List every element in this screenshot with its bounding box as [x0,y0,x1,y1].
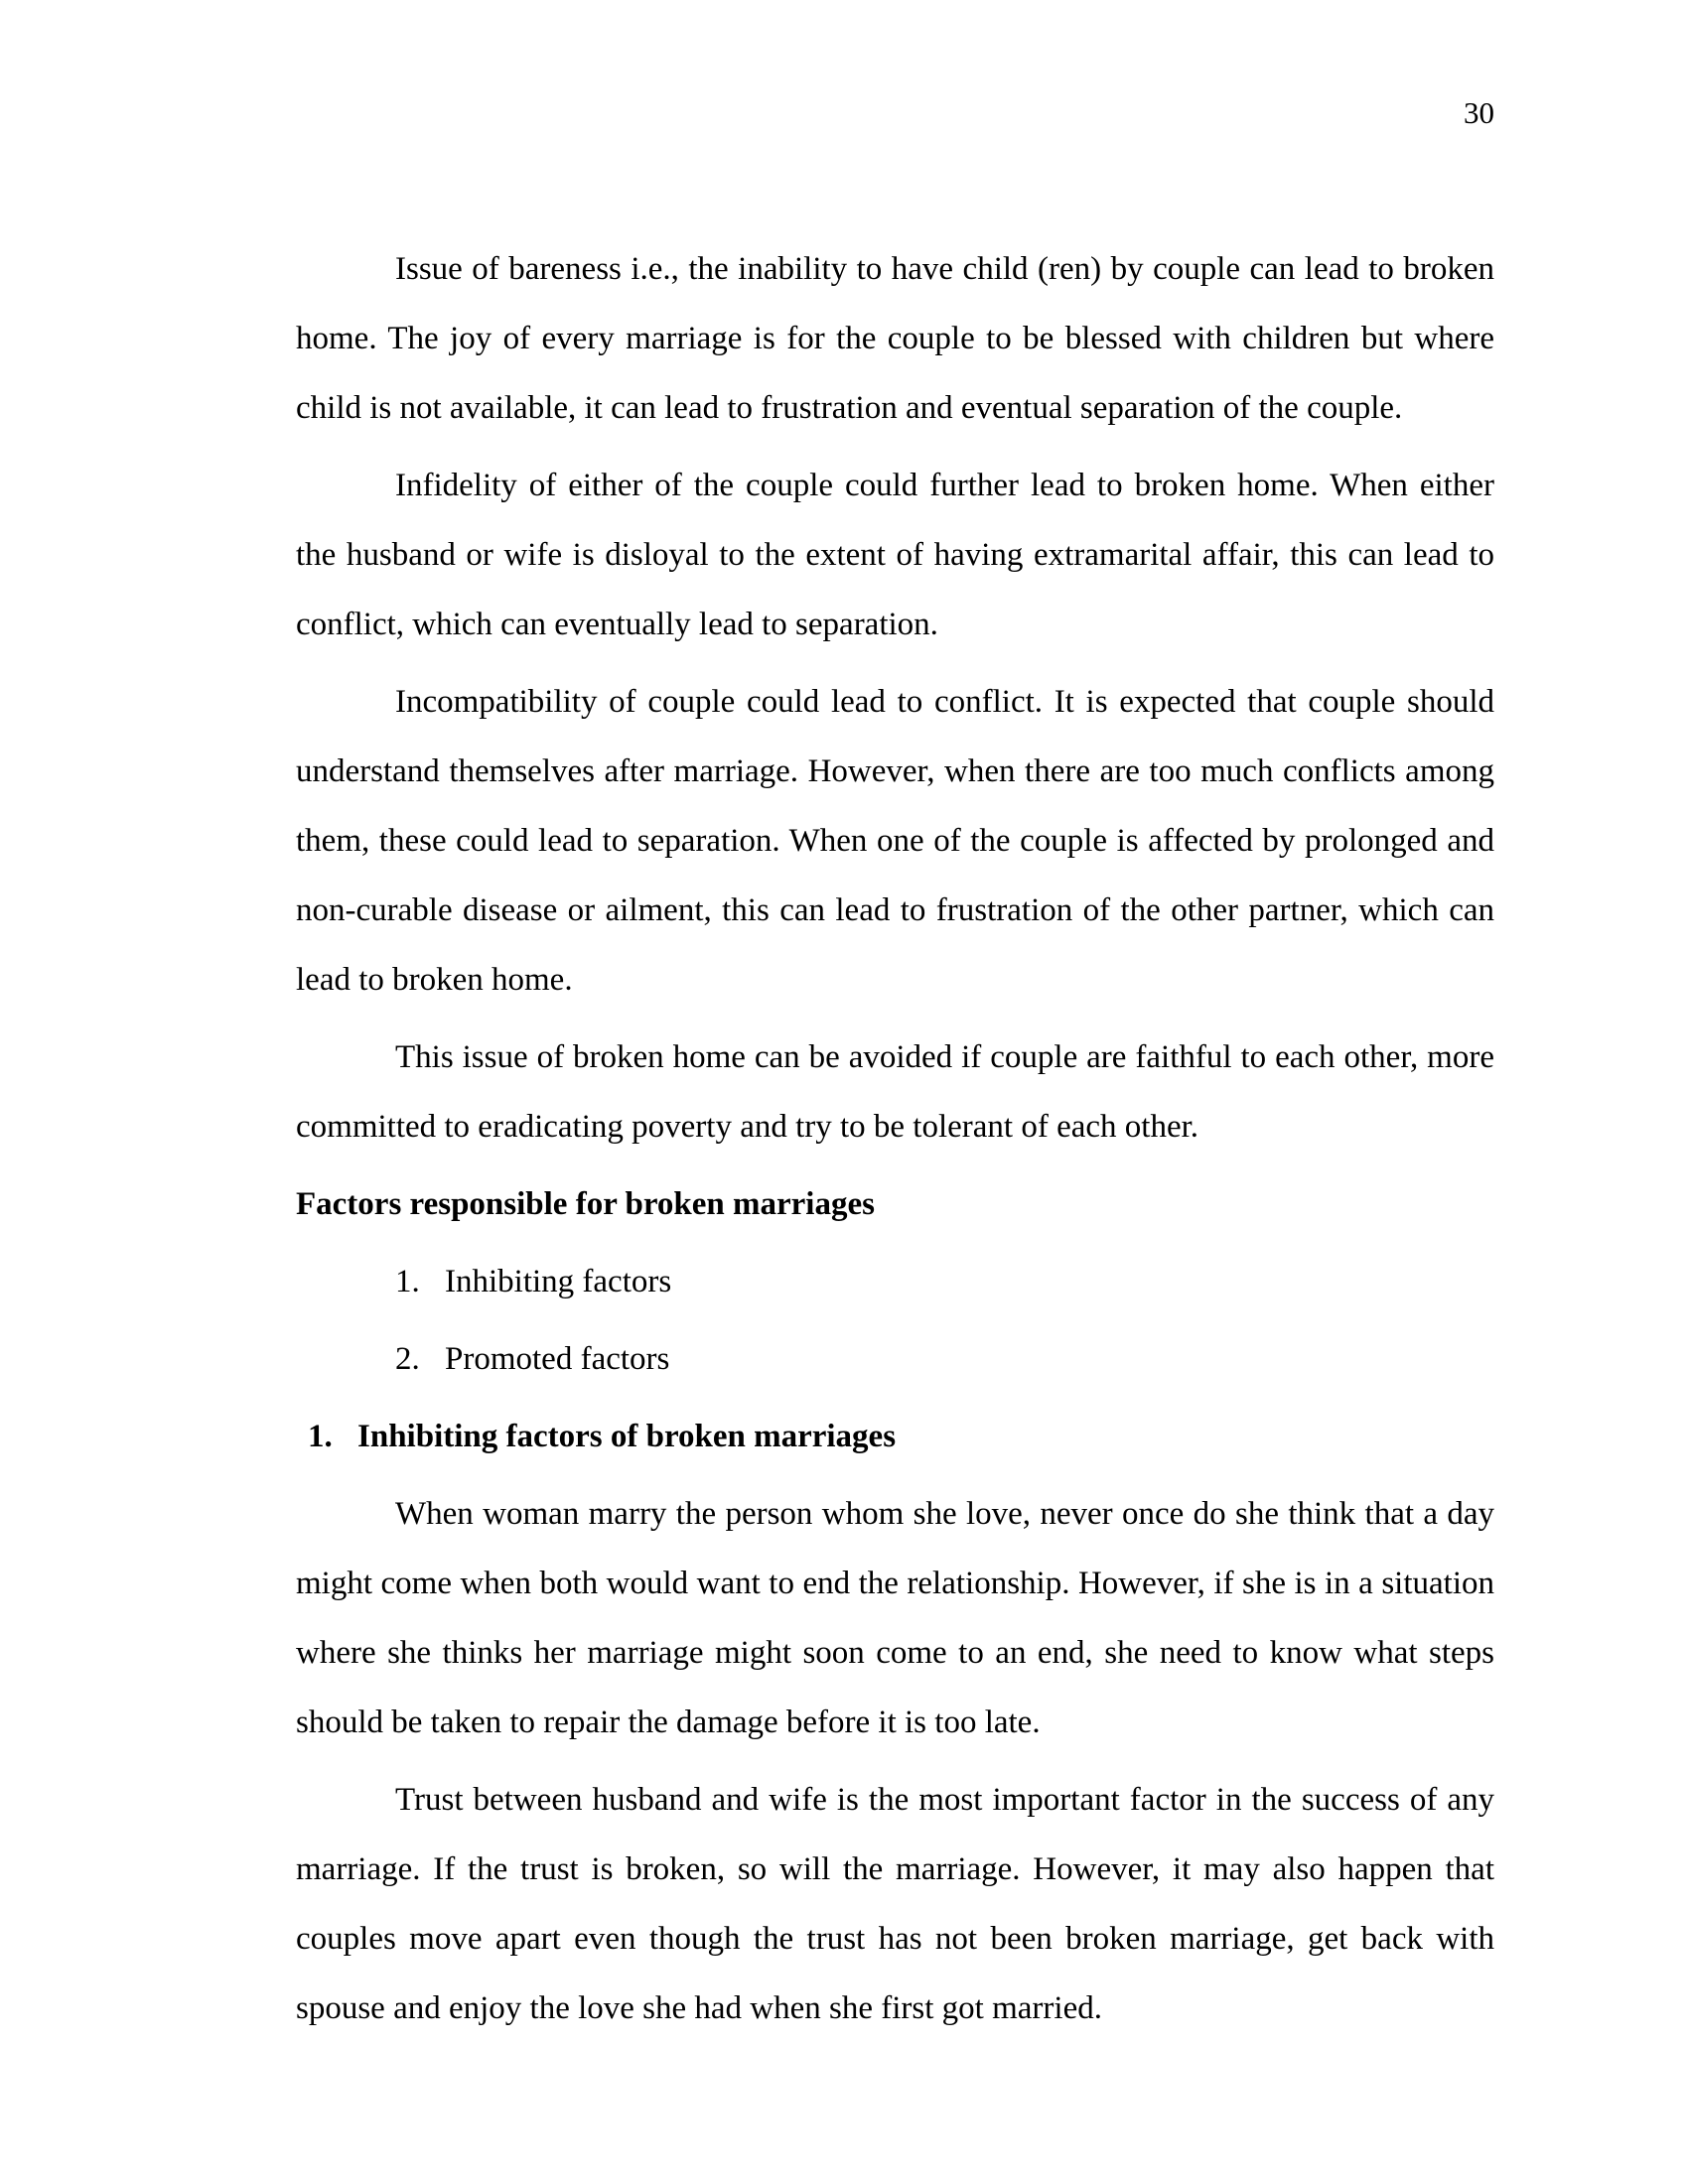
list-item-label: Inhibiting factors [445,1264,672,1299]
paragraph-trust: Trust between husband and wife is the most important factor in the success of any marriage. If the trust is broken, so will the marriage. However, it may also happen that couples move apart even though the trust has not been broken marriage, get back with spouse and enjoy the love she had when she first got married. [296,1782,1494,2026]
list-item-label: Promoted factors [445,1341,670,1377]
subsection-heading [296,1402,1494,1471]
page-number: 30 [1464,95,1494,130]
list-item [395,1324,1494,1394]
paragraph-bareness: Issue of bareness i.e., the inability to have child (ren) by couple can lead to broken home. The joy of every marriage is for the couple to be blessed with children but where child is not available, it can lead to frustration and eventual separation of the couple. [296,251,1494,426]
paragraph-woman-marriage: When woman marry the person whom she love, never once do she think that a day might come when both would want to end the relationship. However, if she is in a situation where she thinks her marriage might soon come to an end, she need to know what steps should be taken to repair the damage before it is too late. [296,1496,1494,1740]
paragraph-infidelity: Infidelity of either of the couple could further lead to broken home. When either the husband or wife is disloyal to the extent of having extramarital affair, this can lead to conflict, which can eventually lead to separation. [296,468,1494,642]
list-item-number: 1. [395,1264,420,1299]
page-body [296,234,1494,2051]
paragraph-avoidance: This issue of broken home can be avoided if couple are faithful to each other, more committed to eradicating poverty and try to be tolerant of each other. [296,1039,1494,1145]
subsection-number: 1. [308,1419,333,1454]
factor-list [296,1247,1494,1394]
list-item-number: 2. [395,1341,420,1377]
subsection-title: Inhibiting factors of broken marriages [357,1419,897,1454]
list-item [395,1247,1494,1316]
section-heading: Factors responsible for broken marriages [296,1186,875,1222]
paragraph-incompatibility: Incompatibility of couple could lead to conflict. It is expected that couple should understand themselves after marriage. However, when there are too much conflicts among them, these could lead to separation. When one of the couple is affected by prolonged and non-curable disease or ailment, this can lead to frustration of the other partner, which can lead to broken home. [296,684,1494,998]
